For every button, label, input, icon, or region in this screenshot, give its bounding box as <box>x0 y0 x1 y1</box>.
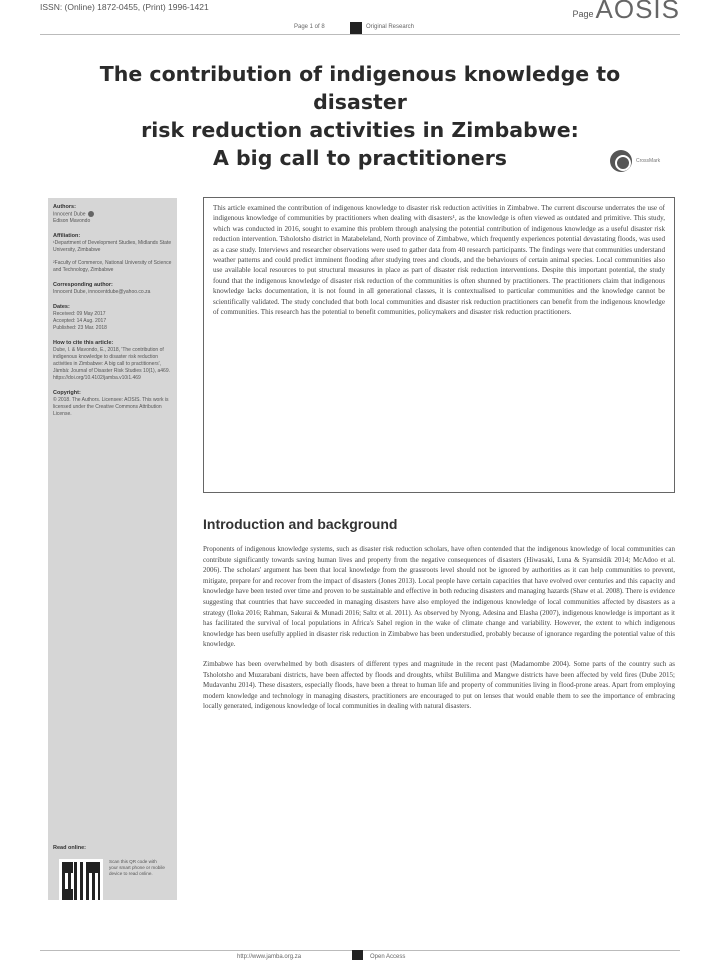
issn-text: ISSN: (Online) 1872-0455, (Print) 1996-1421 <box>40 2 209 12</box>
title-line-3: A big call to practitioners <box>212 146 508 170</box>
section-heading: Introduction and background <box>203 516 398 532</box>
citation-text[interactable]: Dube, I. & Mavondo, E., 2018, 'The contribution of indigenous knowledge to disaster risk reduction activities in Zimbabwe: A big call to practitioners', Jàmbá: Journal of Disaster Risk Studies 10(1), a469. https://doi.org/10.4102/jamba.v10i1.469 <box>53 347 170 382</box>
citation-section <box>53 340 172 382</box>
page-bar-square <box>350 22 362 34</box>
authors-heading: Authors: <box>53 204 76 210</box>
affiliation-2: ²Faculty of Commerce, National University of Science and Technology, Zimbabwe <box>53 260 172 274</box>
affiliation-heading: Affiliation: <box>53 233 81 240</box>
body-paragraph: Zimbabwe has been overwhelmed by both disasters of different types and magnitude in the recent past (Madamombe 2004). Some parts of the country such as Tsholotsho and Muzarabani districts, have been affected by floods and droughts, whilst Bulilima and Mangwe districts have been affected by veld fires (Dube 2015; Mudavanhu 2014). These disasters, especially floods, have been a threat to human life and property of communities living in flood-prone areas. Apart from employing modern knowledge and technology in managing disasters, practitioners are encouraged to put on lenses that would enable them to see the importance of embracing locally generated, indigenous knowledge of local communities in dealing with natural disasters. <box>203 659 675 711</box>
published-date: Published: 23 Mar. 2018 <box>53 325 107 332</box>
author-name: Edison Mavondo <box>53 218 91 225</box>
body-text <box>203 544 675 721</box>
article-info-sidebar <box>48 198 177 900</box>
orcid-icon[interactable] <box>88 211 94 217</box>
crossmark-badge[interactable] <box>610 150 670 174</box>
footer-url[interactable]: http://www.jamba.org.za <box>237 954 302 960</box>
qr-code-icon[interactable] <box>59 859 103 903</box>
title-line-2: risk reduction activities in Zimbabwe: <box>141 118 579 142</box>
accepted-date: Accepted: 14 Aug. 2017 <box>53 318 107 325</box>
crossmark-icon <box>610 150 632 172</box>
page-footer <box>0 942 720 960</box>
publisher-logo-prefix: Page <box>572 8 594 19</box>
author-name: Innocent Dube <box>53 211 86 218</box>
body-paragraph: Proponents of indigenous knowledge systems, such as disaster risk reduction scholars, have often contended that the indigenous knowledge of local communities can contribute significantly towards saving human lives and property from the negative consequences of disasters (Hiwasaki, Luna & Syamsidik 2014; McAdoo et al. 2006). The scholars' argument has been that local knowledge from the grassroots level should not be ignored by authorities as it can help communities to prevent, mitigate, prepare for and recover from the impact of disasters (Jones 2013). Local people have certain capacities that have evolved over centuries and this capacity and knowledge have been tested over time and proven to be sustainable and effective in both reducing disasters and managing hazards (Shaw et al. 2008). There is evidence suggesting that countries that have succeeded in managing disasters have also employed the indigenous knowledge of local communities affected by disasters as a strategy (Iloka 2016; Rahman, Sakurai & Munadi 2016; Saltz et al. 2011). As observed by Nyong, Adesina and Elasha (2007), indigenous knowledge is important as it has facilitated the survival of local populations in Africa's Sahel region in the wake of climate change and variability. However, the extent to which indigenous knowledge has been usefully applied in disaster risk reduction in Zimbabwe has been understudied, probably because of ignorance regarding the potential value of this knowledge. <box>203 545 675 649</box>
open-access-label: Open Access <box>370 954 406 960</box>
corresponding-author[interactable]: Innocent Dube, innocentdube@yahoo.co.za <box>53 289 151 296</box>
citation-heading: How to cite this article: <box>53 340 114 347</box>
corresponding-heading: Corresponding author: <box>53 282 113 289</box>
affiliation-section <box>53 233 172 274</box>
read-online-heading: Read online: <box>53 845 87 851</box>
abstract-box <box>203 197 675 493</box>
corresponding-section <box>53 282 172 296</box>
read-online-box <box>53 845 171 895</box>
article-title <box>50 60 670 172</box>
page-number: Page 1 of 8 <box>294 24 325 30</box>
page-bar <box>0 22 720 36</box>
article-type: Original Research <box>366 24 415 30</box>
title-line-1: The contribution of indigenous knowledge to disaster <box>99 62 621 114</box>
crossmark-label: CrossMark <box>636 158 661 164</box>
copyright-text: © 2018. The Authors. Licensee: AOSIS. This work is licensed under the Creative Commons Attribution License. <box>53 397 169 418</box>
authors-section <box>53 204 172 225</box>
dates-heading: Dates: <box>53 304 70 311</box>
copyright-section <box>53 390 172 418</box>
dates-section <box>53 304 172 332</box>
abstract-text: This article examined the contribution of indigenous knowledge to disaster risk reduction activities in Zimbabwe. The current discourse underrates the use of indigenous knowledge of communities by practitioners when dealing with disasters¹, as the knowledge is often viewed as outdated and primitive. This study, which was conducted in 2016, sought to examine this problem through analysing the potential contribution of indigenous knowledge as a useful disaster risk reduction intervention. Tsholotsho district in Matabeleland, North province of Zimbabwe, which frequently experiences potential devastating floods, was used as a case study. Interviews and researcher observations were used to gather data from 40 research participants. The findings were that communities understand weather patterns and could predict imminent flooding after studying trees and clouds, and the behaviours of certain animal species. Local communities also use available local resources to put structural measures in place as part of disaster risk reduction interventions. Despite this important potential, the study found that the indigenous knowledge of disaster risk reduction of the communities is often shunned by practitioners. The practitioners claim that indigenous knowledge lacks documentation, it is not found in all generational classes, it is contextualised to particular communities and the knowledge cannot be scientifically validated. The study concluded that both local communities and disaster risk reduction practitioners can benefit from the indigenous knowledge of communities. This research has the potential to benefit communities, policymakers and disaster risk reduction practitioners. <box>213 204 665 317</box>
footer-square <box>352 950 363 960</box>
affiliation-1: ¹Department of Development Studies, Midlands State University, Zimbabwe <box>53 240 172 254</box>
received-date: Received: 09 May 2017 <box>53 311 106 318</box>
publisher-logo-name: AOSIS <box>595 0 680 24</box>
header-rule <box>40 34 680 35</box>
read-online-text: Scan this QR code with your smart phone or mobile device to read online. <box>109 859 165 876</box>
copyright-heading: Copyright: <box>53 390 81 397</box>
